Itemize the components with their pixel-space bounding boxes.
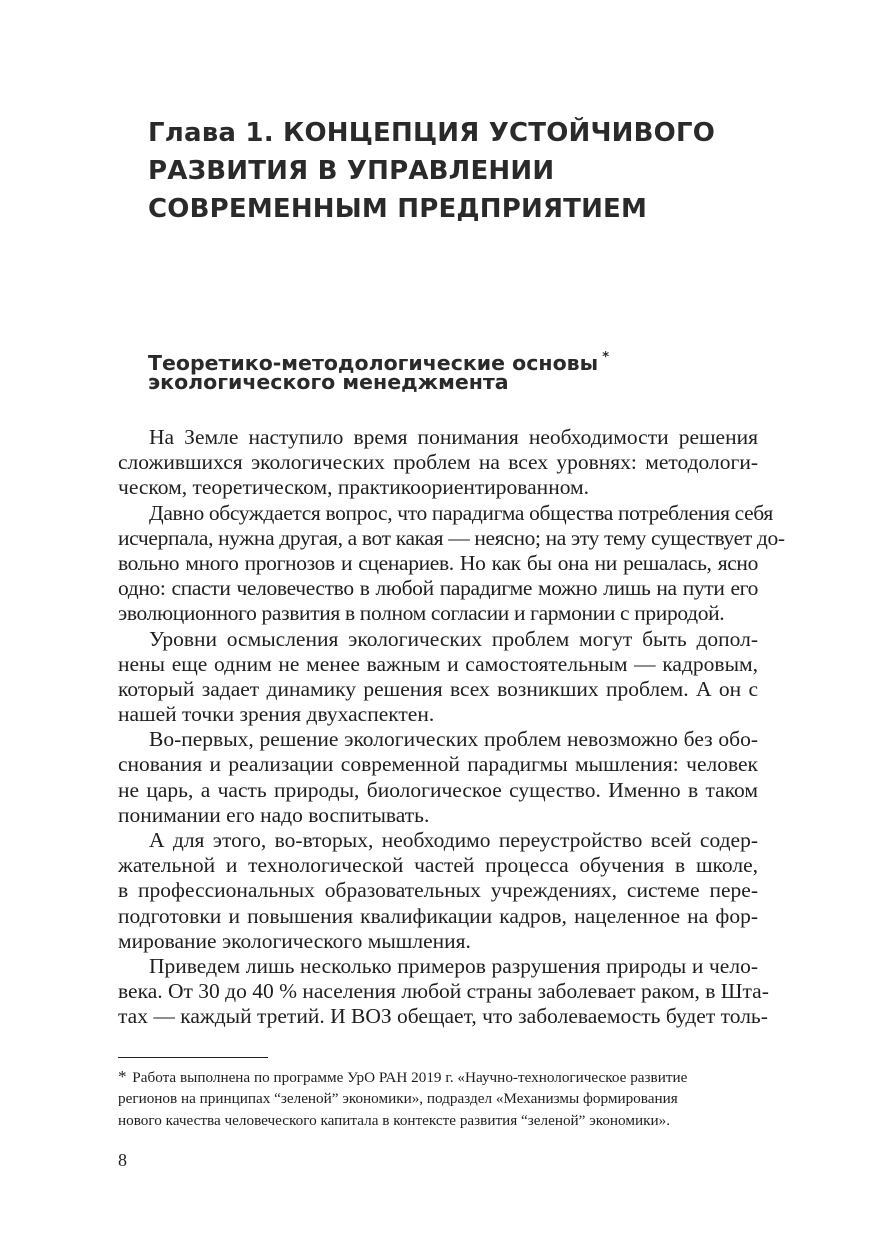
text-line: тах — каждый третий. И ВОЗ обещает, что заболеваемость будет толь- (118, 1004, 768, 1029)
text-line: который задает динамику решения всех возникших проблем. А он с (118, 676, 758, 701)
text-line: мирование экологического мышления. (118, 928, 471, 953)
paragraph (118, 727, 758, 828)
text-line: Во-первых, решение экологических проблем невозможно без обо- (149, 727, 758, 752)
footnote-text: Работа выполнена по программе УрО РАН 2019 г. «Научно-технологическое развитие (132, 1069, 688, 1086)
footnote-line: нового качества человеческого капитала в контексте развития “зеленой” экономики». (118, 1112, 670, 1129)
footnote-reference-marker[interactable]: * (602, 350, 609, 365)
text-line: исчерпала, нужна другая, а вот какая — неясно; на эту тему существует до- (118, 525, 785, 550)
text-line: в профессиональных образовательных учреждениях, системе пере- (118, 878, 758, 903)
text-line: века. От 30 до 40 % населения любой страны заболевает раком, в Шта- (118, 979, 769, 1004)
text-line: жательной и технологической частей процесса обучения в школе, (118, 853, 758, 878)
footnote (118, 1066, 758, 1132)
chapter-title (148, 114, 788, 228)
text-line: понимании его надо воспитывать. (118, 802, 430, 827)
text-line: снования и реализации современной парадигмы мышления: человек (118, 752, 758, 777)
section-title-line (148, 342, 788, 375)
footnote-line (118, 1066, 758, 1088)
chapter-title-line: Глава 1. КОНЦЕПЦИЯ УСТОЙЧИВОГО (148, 118, 716, 148)
text-line: На Земле наступило время понимания необходимости решения (149, 425, 758, 449)
paragraph (118, 627, 758, 728)
text-line: не царь, а часть природы, биологическое существо. Именно в таком (118, 777, 758, 802)
text-line: подготовки и повышения квалификации кадров, нацеленное на фор- (118, 903, 758, 928)
text-line: сложившихся экологических проблем на всех уровнях: методологи- (118, 450, 758, 475)
chapter-title-line: СОВРЕМЕННЫМ ПРЕДПРИЯТИЕМ (148, 194, 648, 224)
section-title-text: Теоретико-методологические основы (148, 351, 599, 375)
text-line: Давно обсуждается вопрос, что парадигма общества потребления себя (149, 500, 773, 525)
text-line: Приведем лишь несколько примеров разрушения природы и чело- (149, 953, 758, 978)
footnote-divider (118, 1057, 268, 1058)
page-number: 8 (118, 1150, 127, 1170)
section-title (148, 342, 788, 395)
text-line: Уровни осмысления экологических проблем могут быть допол- (149, 626, 758, 651)
text-line: вольно много прогнозов и сценариев. Но как бы она ни решалась, ясно (118, 550, 758, 575)
text-line: одно: спасти человечество в любой парадигме можно лишь на пути его (118, 576, 758, 601)
paragraph (118, 828, 758, 954)
footnote-marker: * (118, 1067, 127, 1086)
text-line: А для этого, во-вторых, необходимо переустройство всей содер- (149, 828, 758, 852)
chapter-title-line: РАЗВИТИЯ В УПРАВЛЕНИИ (148, 156, 555, 186)
body-text (118, 425, 785, 1030)
paragraph (118, 500, 785, 627)
text-line: нены еще одним не менее важным и самостоятельным — кадровым, (118, 651, 758, 676)
text-line: эволюционного развития в полном согласии и гармонии с природой. (118, 601, 725, 626)
section-title-line: экологического менеджмента (148, 370, 509, 395)
paragraph (118, 953, 769, 1030)
paragraph (118, 425, 758, 501)
text-line: нашей точки зрения двухаспектен. (118, 702, 435, 727)
text-line: ческом, теоретическом, практикоориентированном. (118, 475, 590, 500)
footnote-line: регионов на принципах “зеленой” экономики», подраздел «Механизмы формирования (118, 1090, 678, 1107)
